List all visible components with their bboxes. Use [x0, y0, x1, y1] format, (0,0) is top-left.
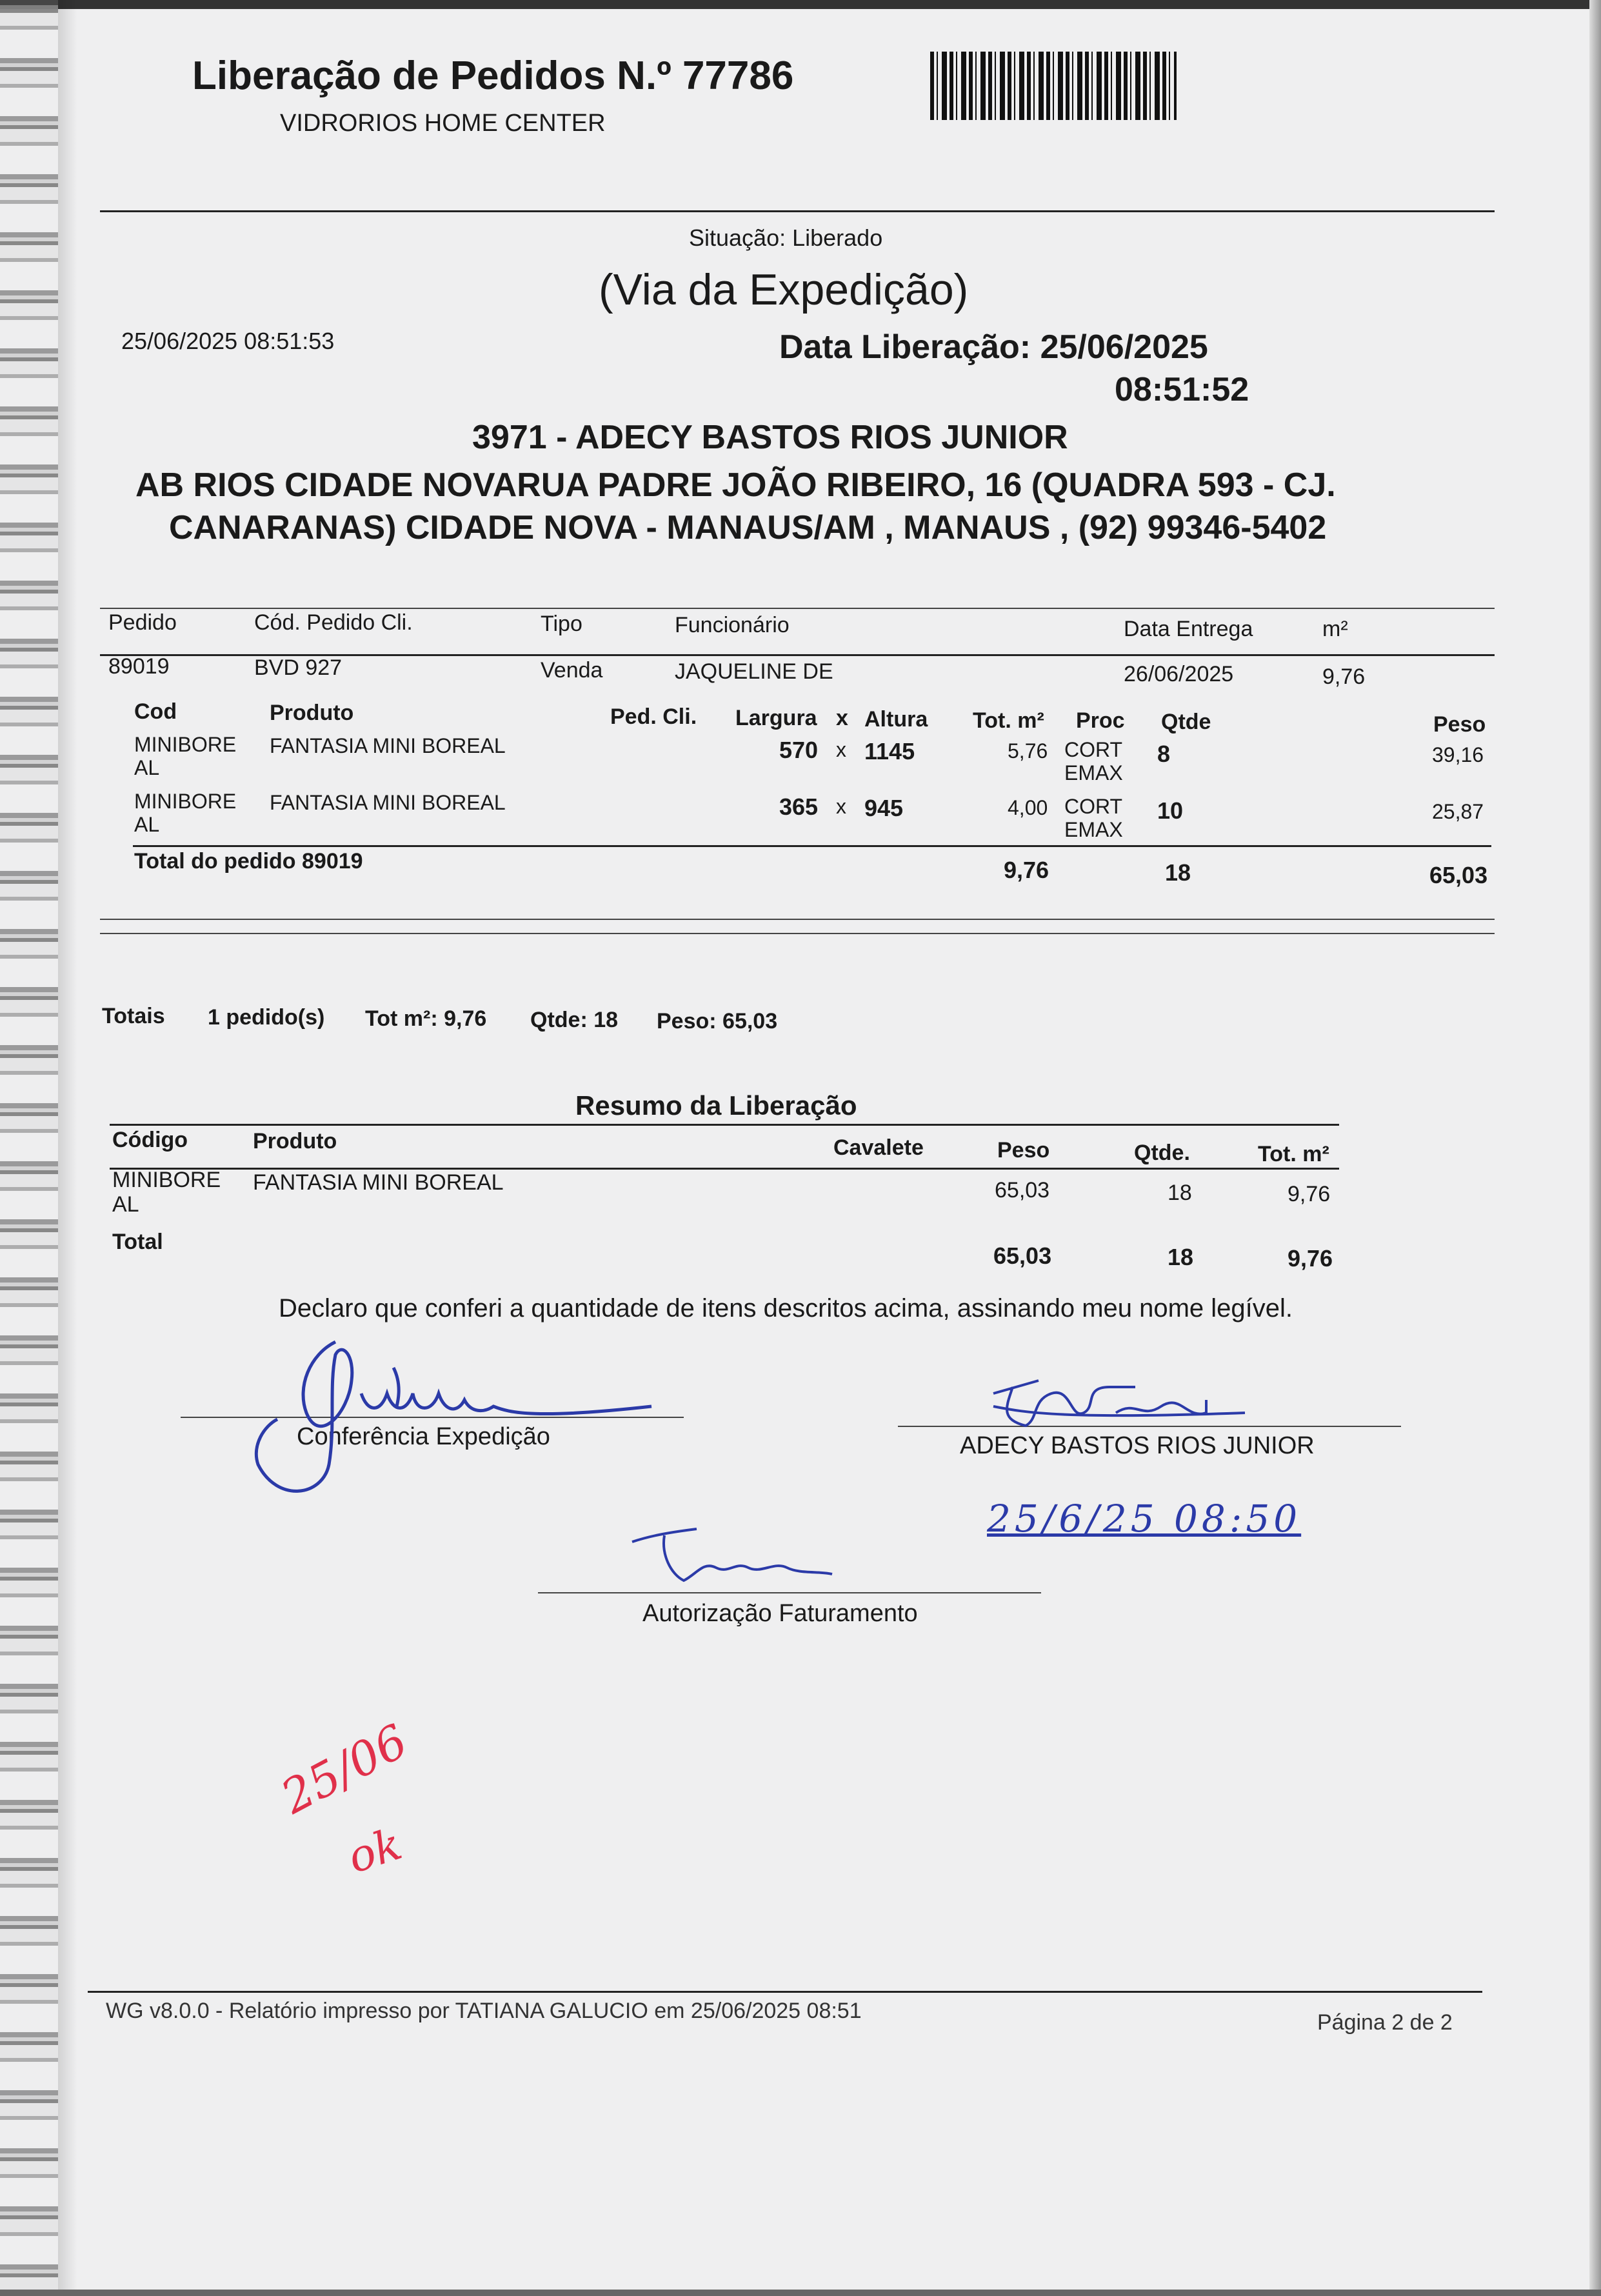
- resumo-col-qtde: Qtde.: [1134, 1141, 1190, 1165]
- pedido-cod-cli: BVD 927: [254, 655, 343, 680]
- handwritten-note-date: 25/06: [272, 1713, 417, 1824]
- item-cod: MINIBORE: [134, 733, 237, 756]
- item-col-proc: Proc: [1076, 708, 1125, 733]
- scan-top-edge: [0, 0, 1601, 9]
- divider: [133, 845, 1491, 847]
- col-header-data-entrega: Data Entrega: [1124, 617, 1253, 641]
- item-col-produto: Produto: [270, 701, 354, 725]
- total-pedido-qtde: 18: [1165, 859, 1191, 886]
- item-proc: [1064, 795, 1123, 841]
- resumo-title: Resumo da Liberação: [575, 1090, 857, 1121]
- col-header-m2: m²: [1322, 617, 1348, 641]
- item-col-x: x: [836, 706, 848, 730]
- total-pedido-label: Total do pedido 89019: [134, 849, 363, 873]
- item-produto: FANTASIA MINI BOREAL: [270, 734, 506, 757]
- item-cod-cont: AL: [134, 813, 160, 836]
- divider: [100, 608, 1495, 609]
- cliente-address-line-1: AB RIOS CIDADE NOVARUA PADRE JOÃO RIBEIRO, 16 (QUADRA 593 - CJ.: [135, 466, 1336, 504]
- resumo-total-label: Total: [112, 1230, 163, 1254]
- item-col-tot-m2: Tot. m²: [973, 708, 1044, 733]
- item-x: x: [836, 795, 846, 818]
- footer-printed-by: WG v8.0.0 - Relatório impresso por TATIANA GALUCIO em 25/06/2025 08:51: [106, 1999, 862, 2023]
- item-col-cod: Cod: [134, 699, 177, 724]
- table-row: [134, 733, 236, 779]
- total-pedido-m2: 9,76: [1004, 857, 1049, 883]
- item-proc-2: EMAX: [1064, 761, 1123, 784]
- cliente-address-line-2: CANARANAS) CIDADE NOVA - MANAUS/AM , MANAUS , (92) 99346-5402: [169, 509, 1327, 546]
- signature-line-autorizacao: [538, 1592, 1041, 1593]
- divider: [100, 933, 1495, 934]
- company-name: VIDRORIOS HOME CENTER: [280, 110, 606, 137]
- data-liberacao-time: 08:51:52: [1115, 371, 1249, 408]
- cliente-name: 3971 - ADECY BASTOS RIOS JUNIOR: [472, 419, 1068, 456]
- col-header-tipo: Tipo: [541, 612, 582, 636]
- item-col-largura: Largura: [735, 706, 817, 730]
- scan-right-edge: [1589, 0, 1601, 2296]
- resumo-total-tot-m2: 9,76: [1288, 1245, 1333, 1272]
- col-header-funcionario: Funcionário: [675, 613, 790, 637]
- signature-label-autorizacao: Autorização Faturamento: [642, 1600, 918, 1627]
- item-proc: [1064, 738, 1123, 784]
- resumo-col-cavalete: Cavalete: [833, 1135, 924, 1160]
- footer-page-number: Página 2 de 2: [1317, 2010, 1453, 2035]
- document-title: Liberação de Pedidos N.º 77786: [192, 54, 794, 98]
- pedido-tipo: Venda: [541, 658, 603, 683]
- declaracao-text: Declaro que conferi a quantidade de itens descritos acima, assinando meu nome legível.: [279, 1294, 1293, 1323]
- pedido-funcionario: JAQUELINE DE: [675, 659, 833, 684]
- resumo-col-tot-m2: Tot. m²: [1258, 1142, 1329, 1166]
- via-label: (Via da Expedição): [599, 265, 969, 314]
- item-tot-m2: 5,76: [1008, 739, 1048, 763]
- handwritten-date: 25/6/25 08:50: [987, 1497, 1302, 1541]
- resumo-tot-m2: 9,76: [1288, 1182, 1331, 1206]
- item-col-altura: Altura: [864, 707, 928, 732]
- total-pedido-peso: 65,03: [1429, 862, 1488, 888]
- item-col-ped-cli: Ped. Cli.: [610, 704, 697, 729]
- col-header-pedido: Pedido: [108, 610, 177, 635]
- scan-shadow: [58, 0, 77, 2296]
- signature-label-conferencia: Conferência Expedição: [297, 1423, 550, 1450]
- resumo-col-peso: Peso: [997, 1138, 1050, 1163]
- resumo-codigo-cont: AL: [112, 1192, 139, 1217]
- divider: [110, 1168, 1339, 1170]
- pedido-number: 89019: [108, 654, 170, 679]
- signature-label-cliente: ADECY BASTOS RIOS JUNIOR: [960, 1432, 1315, 1459]
- divider: [100, 210, 1495, 212]
- col-header-cod-pedido-cli: Cód. Pedido Cli.: [254, 610, 413, 635]
- resumo-total-peso: 65,03: [993, 1243, 1052, 1269]
- item-col-qtde: Qtde: [1161, 710, 1211, 734]
- item-peso: 25,87: [1432, 800, 1484, 823]
- totais-qtde: Qtde: 18: [530, 1008, 619, 1032]
- totais-peso: Peso: 65,03: [657, 1009, 778, 1033]
- divider: [88, 1991, 1482, 1993]
- item-peso: 39,16: [1432, 743, 1484, 766]
- item-altura: 1145: [864, 738, 915, 764]
- item-largura: 365: [779, 794, 819, 820]
- item-qtde: 8: [1157, 741, 1171, 767]
- divider: [100, 919, 1495, 920]
- handwritten-note-ok: ok: [341, 1819, 408, 1884]
- item-produto: FANTASIA MINI BOREAL: [270, 791, 506, 814]
- item-cod: MINIBORE: [134, 790, 237, 813]
- item-col-peso: Peso: [1433, 712, 1486, 737]
- print-timestamp: 25/06/2025 08:51:53: [121, 328, 335, 354]
- table-row: [112, 1168, 221, 1217]
- resumo-total-qtde: 18: [1168, 1244, 1194, 1270]
- item-cod-cont: AL: [134, 756, 160, 779]
- resumo-peso: 65,03: [995, 1178, 1050, 1203]
- resumo-qtde: 18: [1168, 1181, 1192, 1205]
- scan-bottom-edge: [0, 2290, 1601, 2296]
- item-proc-1: CORT: [1064, 795, 1123, 818]
- resumo-codigo: MINIBORE: [112, 1168, 221, 1192]
- pedido-data-entrega: 26/06/2025: [1124, 662, 1234, 686]
- data-liberacao: Data Liberação: 25/06/2025: [779, 328, 1208, 366]
- resumo-produto: FANTASIA MINI BOREAL: [253, 1170, 504, 1195]
- item-largura: 570: [779, 737, 819, 763]
- situacao-status: Situação: Liberado: [689, 225, 883, 251]
- scan-left-edge: [0, 0, 58, 2296]
- barcode: [930, 52, 1177, 120]
- item-x: x: [836, 738, 846, 761]
- divider: [110, 1124, 1339, 1126]
- pedido-m2: 9,76: [1322, 664, 1366, 689]
- item-proc-1: CORT: [1064, 738, 1123, 761]
- resumo-col-codigo: Código: [112, 1128, 188, 1152]
- item-qtde: 10: [1157, 797, 1184, 824]
- item-tot-m2: 4,00: [1008, 796, 1048, 819]
- item-proc-2: EMAX: [1064, 818, 1123, 841]
- totais-pedidos: 1 pedido(s): [208, 1005, 325, 1030]
- resumo-col-produto: Produto: [253, 1129, 337, 1153]
- item-altura: 945: [864, 795, 904, 821]
- totais-label: Totais: [102, 1004, 165, 1028]
- table-row: [134, 790, 236, 836]
- totais-m2: Tot m²: 9,76: [365, 1006, 487, 1031]
